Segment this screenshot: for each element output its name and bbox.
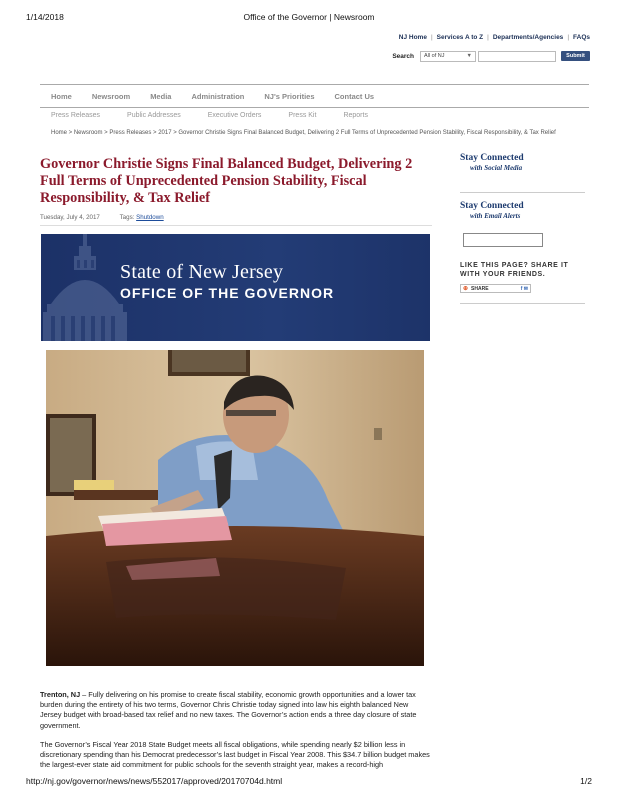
divider [460, 303, 585, 304]
page-number: 1/2 [580, 776, 592, 786]
tags-label: Tags: [119, 214, 135, 221]
chevron-down-icon: ▼ [466, 52, 472, 59]
subnav-public-addresses[interactable]: Public Addresses [127, 112, 181, 119]
breadcrumb[interactable]: Home > Newsroom > Press Releases > 2017 > Governor Christie Signs Final Balanced Budget, Delivering 2 Full Terms of Unprecedented Pension Stability, Fiscal Responsibility, & Tax Relief [51, 130, 556, 136]
print-header [26, 12, 592, 24]
email-field[interactable] [463, 233, 543, 247]
plus-icon: ⊕ [463, 286, 469, 292]
search-input[interactable] [478, 51, 556, 62]
nav-contact[interactable]: Contact Us [334, 91, 375, 101]
divider [40, 225, 432, 226]
nav-home[interactable]: Home [51, 91, 72, 101]
paragraph-text: – Fully delivering on his promise to create fiscal stability, economic growth opportunities and a lower tax burden during the entirety of his two terms, Governor Chris Christie today signed into law his eighth balanced New Jersey budget with broad-based tax relief and no new taxes. The Governor’s action ends a three day closure of state government. [40, 690, 417, 730]
search-bar [392, 50, 590, 62]
governor-signing-photo [46, 350, 424, 666]
main-nav [40, 84, 589, 108]
share-label: SHARE [471, 285, 489, 292]
util-link-faqs[interactable]: FAQs [573, 34, 590, 41]
search-scope-select[interactable] [420, 51, 476, 62]
util-link-departments[interactable]: Departments/Agencies [492, 34, 564, 41]
nav-media[interactable]: Media [150, 91, 172, 101]
banner-line-office: OFFICE OF THE GOVERNOR [120, 285, 335, 301]
article-meta [40, 214, 164, 221]
social-heading: Stay Connected [460, 153, 524, 163]
tag-link-shutdown[interactable]: Shutdown [136, 214, 164, 221]
email-subheading[interactable]: with Email Alerts [470, 212, 521, 220]
banner-line-state: State of New Jersey [120, 261, 284, 283]
print-url: http://nj.gov/governor/news/news/552017/approved/20170704d.html [26, 776, 283, 786]
share-prompt: LIKE THIS PAGE? SHARE IT WITH YOUR FRIENDS. [460, 262, 569, 278]
print-footer [26, 776, 592, 788]
share-button[interactable] [460, 284, 531, 293]
article-body [40, 690, 430, 779]
print-title: Office of the Governor | Newsroom [243, 12, 375, 22]
governor-banner [41, 234, 430, 341]
dateline: Trenton, NJ [40, 690, 81, 699]
search-scope-value: All of NJ [424, 52, 445, 59]
social-services-icon: f ✉ [520, 285, 528, 292]
sidebar [460, 153, 585, 304]
subnav-press-kit[interactable]: Press Kit [288, 112, 317, 119]
article-paragraph [40, 690, 430, 731]
search-submit-button[interactable]: Submit [561, 51, 590, 61]
nav-priorities[interactable]: NJ's Priorities [264, 91, 315, 101]
util-link-services[interactable]: Services A to Z [436, 34, 484, 41]
article-paragraph: The Governor’s Fiscal Year 2018 State Budget meets all fiscal obligations, while spending nearly $2 billion less in discretionary spending than his Democrat predecessor’s last budget in Fiscal Year 2008. This $34.7 billion budget makes the largest-ever state aid commitment for public schools for the seventh straight year, makes a record-high [40, 739, 430, 770]
utility-nav: NJ Home | Services A to Z | Departments/Agencies | FAQs [398, 34, 590, 41]
subnav-reports[interactable]: Reports [343, 112, 368, 119]
util-link-nj-home[interactable]: NJ Home [398, 34, 427, 41]
social-subheading[interactable]: with Social Media [470, 164, 523, 172]
subnav-executive-orders[interactable]: Executive Orders [207, 112, 262, 119]
nav-administration[interactable]: Administration [191, 91, 245, 101]
search-label: Search [392, 52, 414, 60]
article-date: Tuesday, July 4, 2017 [40, 214, 100, 221]
divider [460, 192, 585, 193]
email-heading: Stay Connected [460, 201, 524, 211]
subnav-press-releases[interactable]: Press Releases [51, 112, 101, 119]
print-date: 1/14/2018 [26, 12, 64, 22]
page-title: Governor Christie Signs Final Balanced Budget, Delivering 2 Full Terms of Unprecedented Pension Stability, Fiscal Responsibility, & Tax Relief [40, 156, 413, 206]
sub-nav [51, 112, 395, 119]
nav-newsroom[interactable]: Newsroom [91, 91, 131, 101]
